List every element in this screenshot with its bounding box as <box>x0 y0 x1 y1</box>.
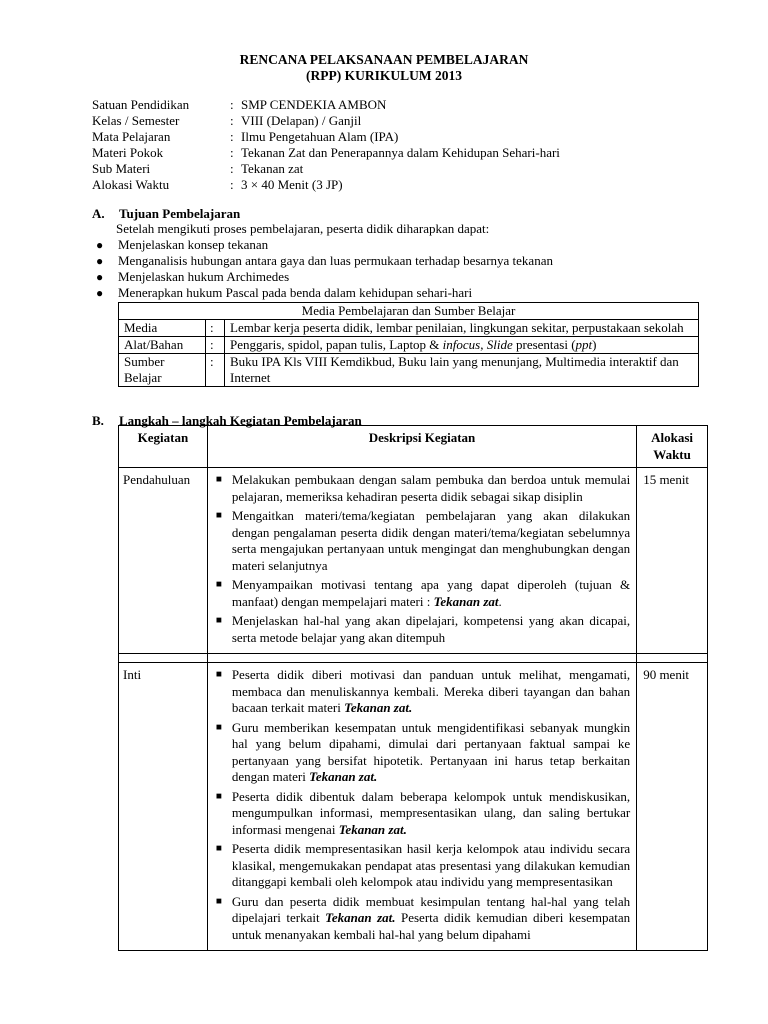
text-run-italic: ppt <box>575 337 593 352</box>
objectives-intro: Setelah mengikuti proses pembelajaran, peserta didik diharapkan dapat: <box>116 221 490 236</box>
objective-text: Menerapkan hukum Pascal pada benda dalam kehidupan sehari-hari <box>118 285 473 300</box>
text-run: presentasi ( <box>512 337 576 352</box>
section-title: Langkah – langkah Kegiatan Pembelajaran <box>119 413 362 428</box>
square-bullet-icon: ■ <box>215 790 222 802</box>
spacer-cell <box>119 654 208 663</box>
meta-label: Alokasi Waktu <box>92 177 170 192</box>
media-label: Alat/Bahan <box>119 337 206 354</box>
meta-label: Kelas / Semester <box>92 113 180 128</box>
meta-label: Mata Pelajaran <box>92 129 171 144</box>
table-header-row <box>119 426 708 468</box>
meta-colon: : <box>230 177 234 192</box>
list-item <box>96 237 553 253</box>
section-number: A. <box>92 206 105 221</box>
step-text: Guru memberikan kesempatan untuk mengidentifikasi sebanyak mungkin hal yang belum dipahami, dimulai dari pertanyaan faktual sampai ke pertanyaan yang bersifat hipotetik. Pertanyaan ini harus tetap berkaitan dengan materi <box>231 719 631 784</box>
meta-row <box>92 145 692 161</box>
list-item <box>214 472 630 505</box>
activity-description <box>207 468 636 654</box>
media-colon: : <box>206 354 225 387</box>
text-run: , <box>480 337 487 352</box>
spacer-cell <box>207 654 636 663</box>
text-run-italic: infocus <box>442 337 481 352</box>
step-text: Peserta didik kemudian diberi kesempatan untuk menanyakan kembali hal-hal yang belum dipahami <box>231 910 631 942</box>
square-bullet-icon: ■ <box>215 510 222 521</box>
list-item <box>214 789 630 839</box>
meta-label: Sub Materi <box>92 161 151 176</box>
bullet-dot-icon: ● <box>96 286 104 300</box>
objective-text: Menganalisis hubungan antara gaya dan luas permukaan terhadap besarnya tekanan <box>118 253 553 268</box>
step-emphasis: Tekanan zat. <box>309 769 378 784</box>
text-run: ) <box>592 337 597 352</box>
step-text: Mengaitkan materi/tema/kegiatan pembelajaran yang akan dilakukan dengan pengalaman peserta didik dengan materi/tema/kegiatan sebelumnya serta mengajukan pertanyaan untuk mengingat dan menghubungkan dengan materi selanjutnya <box>231 508 631 573</box>
step-emphasis: Tekanan zat. <box>325 910 396 925</box>
square-bullet-icon: ■ <box>215 579 222 590</box>
activity-steps <box>214 667 630 943</box>
meta-row <box>92 129 692 145</box>
media-value <box>225 337 699 354</box>
meta-colon: : <box>230 97 234 112</box>
table-row <box>119 663 708 951</box>
step-text: Melakukan pembukaan dengan salam pembuka dan berdoa untuk memulai pelajaran, memeriksa kehadiran peserta didik sebagai sikap disiplin <box>231 472 631 504</box>
list-item <box>214 577 630 610</box>
meta-colon: : <box>230 145 234 160</box>
table-row <box>119 320 699 337</box>
spacer-cell <box>637 654 708 663</box>
meta-label: Satuan Pendidikan <box>92 97 190 112</box>
step-text: Menyampaikan motivasi tentang apa yang dapat diperoleh (tujuan & manfaat) dengan mempelajari materi : <box>231 577 631 609</box>
step-emphasis: Tekanan zat. <box>338 821 407 837</box>
identity-block <box>92 97 692 193</box>
activity-description <box>207 663 636 951</box>
step-text: Peserta didik diberi motivasi dan panduan untuk melihat, mengamati, membaca dan menuliskannya kembali. Mereka diberi tayangan dan bahan bacaan terkait materi <box>231 667 631 715</box>
text-run-italic: Slide <box>486 337 513 352</box>
meta-colon: : <box>230 161 234 176</box>
meta-value: Tekanan Zat dan Penerapannya dalam Kehidupan Sehari-hari <box>241 145 560 160</box>
list-item <box>214 720 630 786</box>
document-subtitle: (RPP) KURIKULUM 2013 <box>306 68 462 83</box>
meta-label: Materi Pokok <box>92 145 164 160</box>
media-label: Sumber Belajar <box>119 354 206 387</box>
column-header-alokasi: Alokasi Waktu <box>637 426 708 468</box>
meta-colon: : <box>230 129 234 144</box>
meta-row <box>92 177 692 193</box>
table-row <box>119 354 699 387</box>
activity-steps <box>214 472 630 646</box>
meta-row <box>92 97 692 113</box>
list-item <box>96 253 553 269</box>
media-label: Media <box>119 320 206 337</box>
list-item <box>96 285 553 301</box>
step-text: Peserta didik dibentuk dalam beberapa kelompok untuk mendiskusikan, mengumpulkan informasi, mempresentasikan ulang, dan saling bertukar informasi mengenai <box>231 788 631 837</box>
table-spacer-row <box>119 654 708 663</box>
media-table-header: Media Pembelajaran dan Sumber Belajar <box>119 303 699 320</box>
meta-value: 3 × 40 Menit (3 JP) <box>241 177 343 192</box>
list-item <box>96 269 553 285</box>
meta-value: SMP CENDEKIA AMBON <box>241 97 387 112</box>
step-text: Guru dan peserta didik membuat kesimpulan tentang hal-hal yang telah dipelajari terkait <box>231 893 631 925</box>
square-bullet-icon: ■ <box>215 474 222 485</box>
meta-row <box>92 113 692 129</box>
media-colon: : <box>206 337 225 354</box>
objective-text: Menjelaskan konsep tekanan <box>118 237 269 252</box>
media-table <box>118 302 699 387</box>
document-title: RENCANA PELAKSANAAN PEMBELAJARAN <box>239 52 529 67</box>
list-item <box>214 508 630 574</box>
bullet-dot-icon: ● <box>96 270 104 284</box>
text-run: Penggaris, spidol, papan tulis, Laptop & <box>230 337 443 352</box>
objectives-list <box>96 237 553 301</box>
activity-duration: 15 menit <box>637 468 708 654</box>
meta-colon: : <box>230 113 234 128</box>
meta-value: Tekanan zat <box>241 161 304 176</box>
table-row <box>119 468 708 654</box>
objective-text: Menjelaskan hukum Archimedes <box>118 269 290 284</box>
column-header-deskripsi: Deskripsi Kegiatan <box>207 426 636 468</box>
activity-duration: 90 menit <box>637 663 708 951</box>
square-bullet-icon: ■ <box>215 615 222 626</box>
square-bullet-icon: ■ <box>215 721 222 733</box>
step-emphasis: Tekanan zat <box>433 593 499 609</box>
bullet-dot-icon: ● <box>96 254 104 268</box>
activity-name: Pendahuluan <box>119 468 208 654</box>
section-a-heading <box>92 206 240 222</box>
square-bullet-icon: ■ <box>215 895 222 907</box>
bullet-dot-icon: ● <box>96 238 104 252</box>
section-number: B. <box>92 413 104 428</box>
step-text: Peserta didik mempresentasikan hasil kerja kelompok atau individu secara klasikal, mengemukakan pendapat atas presentasi yang dilakukan kemudian ditanggapi kembali oleh kelompok atau individu yang mempresentasikan <box>231 841 631 889</box>
table-row <box>119 303 699 320</box>
column-header-kegiatan: Kegiatan <box>119 426 208 468</box>
step-emphasis: Tekanan zat. <box>344 700 413 715</box>
list-item <box>214 841 630 891</box>
media-colon: : <box>206 320 225 337</box>
meta-value: Ilmu Pengetahuan Alam (IPA) <box>241 129 399 144</box>
meta-value: VIII (Delapan) / Ganjil <box>241 113 362 128</box>
media-value: Lembar kerja peserta didik, lembar penilaian, lingkungan sekitar, perpustakaan sekolah <box>225 320 699 337</box>
list-item <box>214 894 630 944</box>
step-text: . <box>498 593 502 609</box>
media-value: Buku IPA Kls VIII Kemdikbud, Buku lain yang menunjang, Multimedia interaktif dan Internet <box>225 354 699 387</box>
square-bullet-icon: ■ <box>215 669 222 680</box>
section-title: Tujuan Pembelajaran <box>119 206 241 221</box>
square-bullet-icon: ■ <box>215 843 222 854</box>
step-text: Menjelaskan hal-hal yang akan dipelajari, kompetensi yang akan dicapai, serta metode belajar yang akan ditempuh <box>231 613 631 645</box>
table-row <box>119 337 699 354</box>
list-item <box>214 667 630 717</box>
meta-row <box>92 161 692 177</box>
list-item <box>214 613 630 646</box>
activity-name: Inti <box>119 663 208 951</box>
activities-table <box>118 425 708 951</box>
